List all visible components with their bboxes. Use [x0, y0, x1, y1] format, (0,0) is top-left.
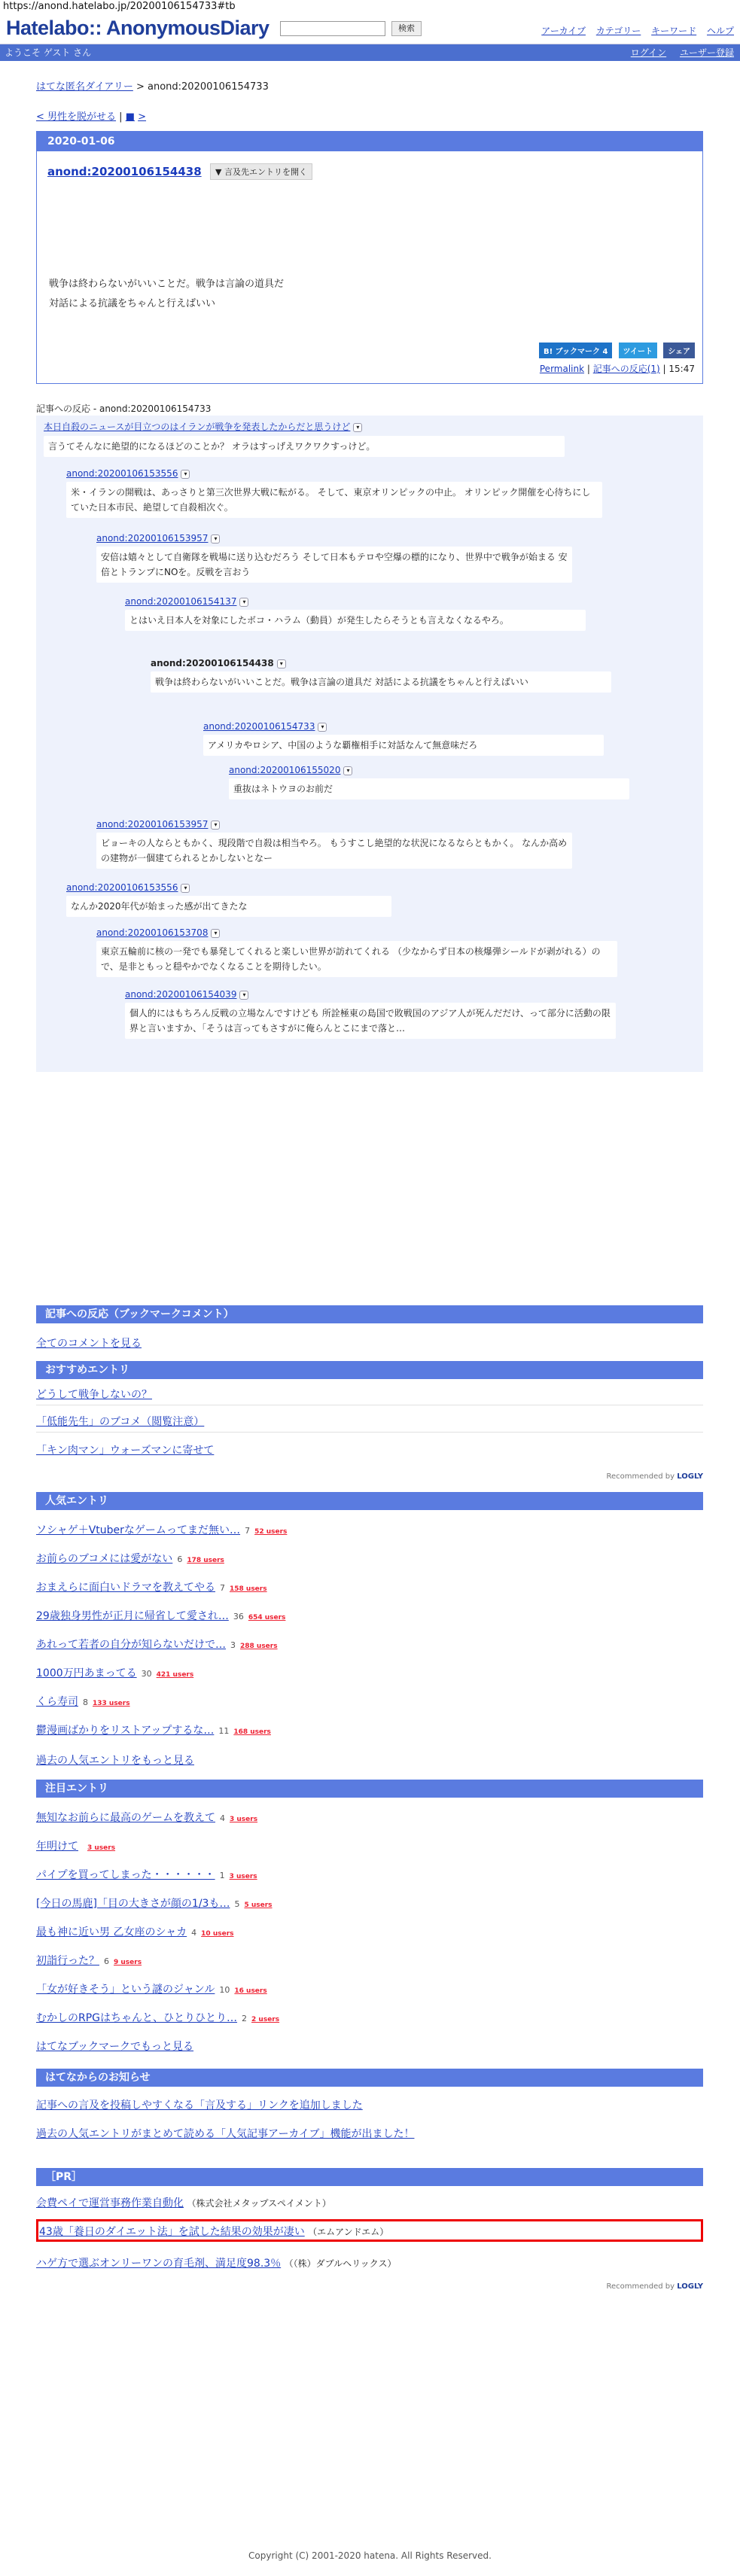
entry-title[interactable]: anond:20200106154438: [47, 165, 202, 178]
tree-node-link[interactable]: anond:20200106154733: [203, 721, 315, 732]
tweet-button[interactable]: ツイート: [619, 343, 658, 358]
attention-entry: むかしのRPGはちゃんと、ひとりひとり… 2 2 users: [36, 2012, 280, 2024]
attention-entry: 最も神に近い男 乙女座のシャカ 4 10 users: [36, 1926, 234, 1938]
section-title: 人気エントリ: [36, 1492, 703, 1510]
tree-node-link[interactable]: anond:20200106154039: [125, 989, 237, 1000]
response-heading: 記事への反応 - anond:20200106154733: [36, 403, 212, 414]
all-comments-link[interactable]: 全てのコメントを見る: [36, 1338, 142, 1350]
tree-node: [125, 989, 637, 1039]
entry-line: 戦争は終わらないがいいことだ。戦争は言論の道具だ: [49, 279, 285, 290]
toggle-icon[interactable]: ▾: [277, 659, 286, 668]
notice-link[interactable]: 過去の人気エントリがまとめて読める「人気記事アーカイブ」機能が出ました！: [36, 2128, 415, 2140]
tree-node-link[interactable]: anond:20200106153556: [66, 882, 178, 893]
share-buttons: [536, 343, 695, 358]
section-title: おすすめエントリ: [36, 1361, 703, 1379]
popular-entry: ソシャゲ＋Vtuberなゲームってまだ無い… 7 52 users: [36, 1524, 288, 1536]
tree-node: [66, 882, 443, 917]
tree-node: [96, 927, 638, 977]
toggle-icon[interactable]: ▾: [181, 470, 190, 479]
tree-node-text: 言うてそんなに絶望的になるほどのことか？ オラはすっげえワクワクすっけど。: [44, 436, 565, 457]
tree-node: [125, 596, 622, 631]
pr-item: 会費ペイで運営事務作業自動化 （株式会社メタップスペイメント）: [36, 2197, 331, 2209]
attention-entry: [今日の馬鹿]「目の大きさが顔の1/3も… 5 5 users: [36, 1898, 273, 1910]
tree-node-link[interactable]: anond:20200106153957: [96, 819, 209, 830]
comment-icon: 11: [218, 1726, 230, 1736]
breadcrumb-current: > anond:20200106154733: [136, 81, 269, 93]
comment-icon: 3: [230, 1640, 236, 1650]
recommended-entry[interactable]: どうして戦争しないの？: [36, 1389, 152, 1401]
bookmark-comments-section: [36, 1305, 703, 1350]
page-url: https://anond.hatelabo.jp/20200106154733#tb: [3, 1, 236, 12]
section-title: ［PR］: [36, 2168, 703, 2186]
attention-section: [36, 1780, 703, 2053]
attention-entry: 無知なお前らに最高のゲームを教えて 4 3 users: [36, 1812, 258, 1824]
search-input[interactable]: [280, 21, 385, 36]
entry-body: [49, 275, 284, 314]
comment-icon: 7: [245, 1526, 251, 1536]
toggle-icon[interactable]: ▾: [343, 766, 352, 775]
toggle-icon[interactable]: ▾: [211, 821, 220, 830]
comment-icon: 36: [233, 1612, 244, 1621]
tree-node-text: 安倍は嬉々として自衛隊を戦場に送り込むだろう そして日本もテロや空爆の標的になり、世界中で戦争が始まる 安倍とトランプにNOを。反戦を言おう: [96, 547, 572, 583]
notice-link[interactable]: 記事への言及を投稿しやすくなる「言及する」リンクを追加しました: [36, 2099, 363, 2112]
tree-node-current: anond:20200106154438: [151, 658, 274, 668]
more-popular-link[interactable]: 過去の人気エントリをもっと見る: [36, 1755, 194, 1767]
popular-entry: おまえらに面白いドラマを教えてやる 7 158 users: [36, 1582, 267, 1594]
tree-node: [229, 765, 635, 799]
popular-entry: お前らのブコメには愛がない 6 178 users: [36, 1553, 224, 1565]
popular-entry: 29歳独身男性が正月に帰省して愛され… 36 654 users: [36, 1610, 286, 1622]
section-title: 注目エントリ: [36, 1780, 703, 1798]
nav-keyword[interactable]: キーワード: [651, 26, 697, 36]
tree-node-text: なんか2020年代が始まった感が出てきたな: [66, 896, 391, 917]
toggle-icon[interactable]: ▾: [353, 423, 362, 432]
comment-icon: 5: [234, 1899, 240, 1909]
next-entry-link[interactable]: >: [138, 111, 147, 123]
breadcrumb-home[interactable]: はてな匿名ダイアリー: [36, 81, 133, 93]
section-title: はてなからのお知らせ: [36, 2069, 703, 2087]
popular-entry: 1000万円あまってる 30 421 users: [36, 1667, 194, 1679]
popular-section: [36, 1492, 703, 1767]
tree-node-text: アメリカやロシア、中国のような覇権相手に対話なんて無意味だろ: [203, 735, 604, 756]
entry-date: 2020-01-06: [37, 132, 702, 151]
logly-credit: Recommended by LOGLY: [606, 2282, 703, 2291]
attention-entry: 初詣行った？ 6 9 users: [36, 1955, 142, 1967]
top-nav: [534, 24, 734, 37]
tree-node-link[interactable]: anond:20200106153556: [66, 468, 178, 479]
tree-node: [44, 420, 676, 457]
pr-item: ハゲ方で選ぶオンリーワンの育毛剤、満足度98.3％ （（株）ダブルヘリックス）: [36, 2258, 397, 2270]
recommended-entry[interactable]: 「キン肉マン」ウォーズマンに寄せて: [36, 1445, 215, 1457]
login-link[interactable]: ログイン: [630, 47, 667, 58]
more-bookmarks-link[interactable]: はてなブックマークでもっと見る: [36, 2041, 194, 2053]
tree-node-link[interactable]: anond:20200106153957: [96, 533, 209, 544]
toggle-icon[interactable]: ▾: [211, 534, 220, 544]
toggle-icon[interactable]: ▾: [239, 598, 248, 607]
pr-section: [36, 2168, 703, 2291]
popular-entry: 鬱漫画ばかりをリストアップするな… 11 168 users: [36, 1725, 271, 1737]
site-logo[interactable]: Hatelabo:: AnonymousDiary: [6, 17, 270, 39]
comment-icon: 10: [219, 1985, 230, 1995]
hatena-bookmark-button[interactable]: B! ブックマーク 4: [539, 343, 612, 358]
nav-help[interactable]: ヘルプ: [706, 26, 734, 36]
nav-category[interactable]: カテゴリー: [595, 26, 641, 36]
tree-node-text: 重抜はネトウヨのお前だ: [229, 778, 629, 799]
tree-node-link[interactable]: 本日自殺のニュースが目立つのはイランが戦争を発表したからだと思うけど: [44, 422, 351, 432]
comment-icon: 6: [104, 1956, 109, 1966]
popular-entry: あれって若者の自分が知らないだけで… 3 288 users: [36, 1639, 278, 1651]
home-link[interactable]: ■: [125, 111, 135, 123]
entry-line: 対話による抗議をちゃんと行えばいい: [49, 298, 216, 309]
tree-node-link[interactable]: anond:20200106154137: [125, 596, 237, 607]
entry-footer: Permalink | 記事への反応(1) | 15:47: [539, 364, 695, 374]
toggle-icon[interactable]: ▾: [239, 991, 248, 1000]
tree-node-text: とはいえ日本人を対象にしたボコ・ハラム（動員）が発生したらそうとも言えなくなるやろ。: [125, 610, 586, 631]
popular-entry: くら寿司 8 133 users: [36, 1696, 130, 1708]
comment-icon: 6: [177, 1554, 183, 1564]
entry-box: [36, 131, 703, 384]
comment-icon: 2: [242, 2014, 248, 2023]
tree-node: [66, 468, 623, 518]
tree-node-text: 戦争は終わらないがいいことだ。戦争は言論の道具だ 対話による抗議をちゃんと行えばいい: [151, 671, 611, 693]
reactions-link[interactable]: 記事への反応(1): [592, 364, 660, 374]
breadcrumb: [36, 78, 269, 93]
register-link[interactable]: ユーザー登録: [679, 47, 734, 58]
section-title: 記事への反応（ブックマークコメント）: [36, 1305, 703, 1323]
comment-icon: 8: [83, 1698, 88, 1707]
recommended-entry[interactable]: 「低能先生」のブコメ（閲覧注意）: [36, 1416, 205, 1428]
tree-node: [96, 533, 608, 583]
comment-icon: 1: [219, 1871, 225, 1880]
attention-entry: パイプを買ってしまった・・・・・・ 1 3 users: [36, 1869, 257, 1881]
entry-pager: < 男性を脱がせる | ■ >: [36, 111, 147, 123]
tree-node-text: ビョーキの人ならともかく、現段階で自殺は相当やろ。 もうすこし絶望的な状況になるならともかく。 なんか高めの建物が一個建てられるとかしないとなー: [96, 833, 572, 869]
comment-icon: 7: [220, 1583, 225, 1593]
tree-node: [96, 819, 608, 869]
nav-archive[interactable]: アーカイブ: [541, 26, 586, 36]
notice-section: [36, 2069, 703, 2140]
logly-logo: LOGLY: [677, 1472, 703, 1481]
logly-credit: Recommended by LOGLY: [606, 1472, 703, 1481]
tree-node-link[interactable]: anond:20200106153708: [96, 927, 209, 938]
welcome-text: ようこそ ゲスト さん: [5, 47, 92, 58]
logly-logo: LOGLY: [677, 2282, 703, 2291]
prev-entry-link[interactable]: < 男性を脱がせる: [36, 111, 117, 123]
toggle-icon[interactable]: ▾: [181, 884, 190, 893]
attention-entry: 「女が好きそう」という謎のジャンル 10 16 users: [36, 1984, 267, 1996]
entry-time: 15:47: [668, 364, 695, 374]
open-reference-button[interactable]: ▼ 言及先エントリを開く: [210, 163, 312, 180]
divider: [36, 1432, 703, 1433]
permalink-link[interactable]: Permalink: [539, 364, 585, 374]
copyright: Copyright (C) 2001-2020 hatena. All Rights Reserved.: [248, 2550, 492, 2561]
reaction-tree: [36, 416, 703, 1072]
tree-node: [203, 721, 625, 756]
site-header: [0, 14, 740, 44]
pr-item: 43歳「養日のダイエット法」を試した結果の効果が凄い （エムアンドエム）: [39, 2226, 389, 2238]
user-bar: [0, 44, 740, 61]
toggle-icon[interactable]: ▾: [211, 929, 220, 938]
tree-node-text: 米・イランの開戦は、あっさりと第三次世界大戦に転がる。 そして、東京オリンピックの中止。 オリンピック開催を心待ちにしていた日本市民、絶望して自殺相次ぐ。: [66, 482, 602, 518]
toggle-icon[interactable]: ▾: [318, 723, 327, 732]
search-button[interactable]: 検索: [391, 21, 422, 36]
comment-icon: 4: [220, 1813, 225, 1823]
tree-node-link[interactable]: anond:20200106155020: [229, 765, 341, 775]
tree-node: [151, 658, 632, 693]
recommended-section: [36, 1361, 703, 1481]
facebook-share-button[interactable]: シェア: [663, 343, 695, 358]
attention-entry: 年明けて 3 users: [36, 1841, 116, 1853]
comment-icon: 30: [141, 1669, 152, 1679]
tree-node-text: 個人的にはもちろん反戦の立場なんですけども 所詮極東の島国で敗戦国のアジア人が死んだだけ、って部分に活動の限界と言いますか、「そうは言ってもさすがに俺らんとこにまで落と…: [125, 1003, 616, 1039]
tree-node-text: 東京五輪前に核の一発でも暴発してくれると楽しい世界が訪れてくれる （少なからず日本の核爆弾シールドが剥がれる）ので、是非ともっと穏やかでなくなることを期待したい。: [96, 941, 617, 977]
comment-icon: 4: [191, 1928, 197, 1938]
